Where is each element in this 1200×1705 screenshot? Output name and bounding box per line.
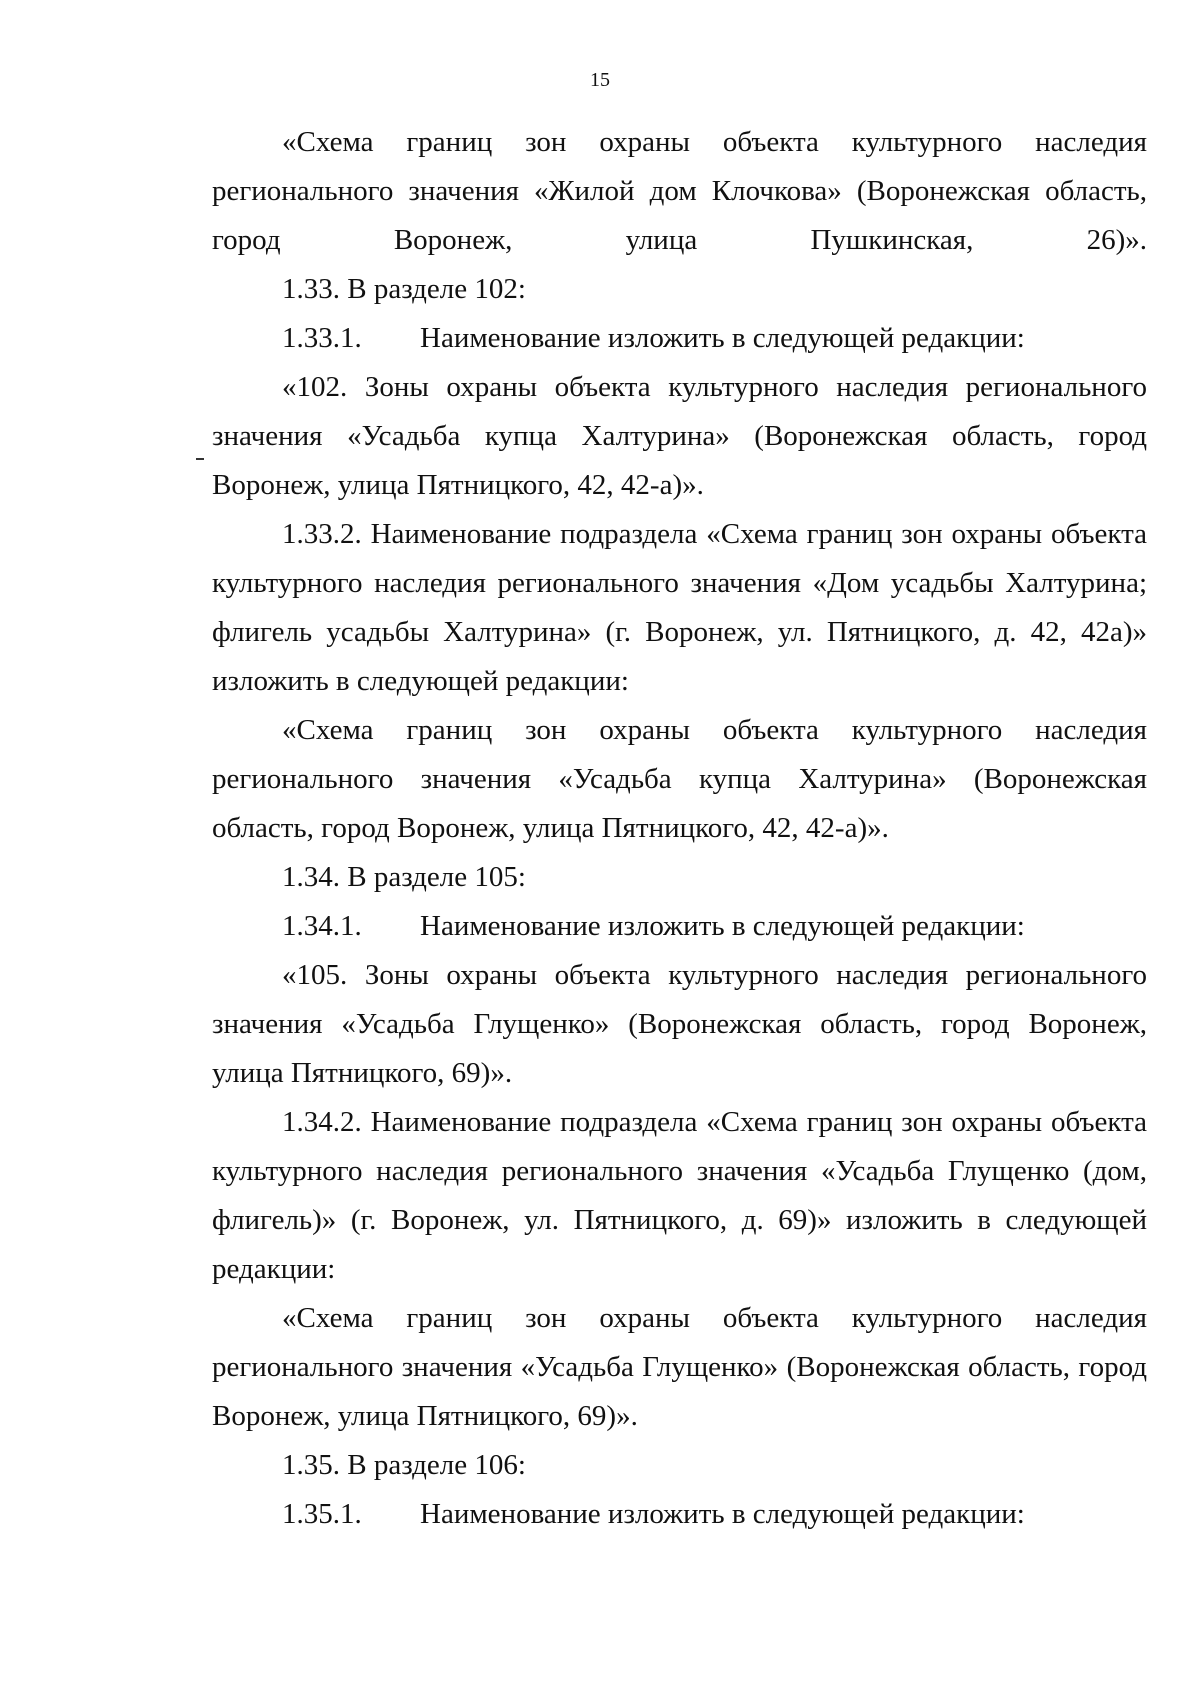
paragraph-section-102: 1.33. В разделе 102: — [282, 273, 526, 305]
clause-text: Наименование изложить в следующей редакции: — [420, 1498, 1025, 1530]
paragraph-section-105: 1.34. В разделе 105: — [282, 861, 526, 893]
paragraph-1-33-2: 1.33.2. Наименование подраздела «Схема границ зон охраны объекта культурного наследия регионального значения «Дом усадьбы Халтурина; флигель усадьбы Халтурина» (г. Воронеж, ул. Пятницкого, д. 42, 42а)» изложить в следующей редакции: — [212, 518, 1147, 697]
paragraph-scheme-klochkov: «Схема границ зон охраны объекта культурного наследия регионального значения «Жилой дом Клочкова» (Воронежская область, город Воронеж, улица Пушкинская, 26)». — [212, 126, 1147, 256]
paragraph-scheme-glushchenko: «Схема границ зон охраны объекта культурного наследия регионального значения «Усадьба Глущенко» (Воронежская область, город Воронеж, улица Пятницкого, 69)». — [212, 1302, 1147, 1432]
paragraph-1-35-1 — [212, 1490, 1147, 1539]
clause-number: 1.35.1. — [282, 1498, 362, 1530]
paragraph-1-34-2: 1.34.2. Наименование подраздела «Схема границ зон охраны объекта культурного наследия регионального значения «Усадьба Глущенко (дом, флигель)» (г. Воронеж, ул. Пятницкого, д. 69)» изложить в следующей редакции: — [212, 1106, 1147, 1285]
clause-number: 1.33.1. — [282, 322, 362, 354]
paragraph-zone-105: «105. Зоны охраны объекта культурного наследия регионального значения «Усадьба Глущенко» (Воронежская область, город Воронеж, улица Пятницкого, 69)». — [212, 959, 1147, 1089]
clause-number: 1.34.1. — [282, 910, 362, 942]
paragraph-scheme-khalturin: «Схема границ зон охраны объекта культурного наследия регионального значения «Усадьба купца Халтурина» (Воронежская область, город Воронеж, улица Пятницкого, 42, 42-а)». — [212, 714, 1147, 844]
document-body — [212, 118, 1147, 1539]
page-number: 15 — [590, 69, 610, 91]
paragraph-1-33-1 — [212, 314, 1147, 363]
paragraph-zone-102: «102. Зоны охраны объекта культурного наследия регионального значения «Усадьба купца Халтурина» (Воронежская область, город Воронеж, улица Пятницкого, 42, 42-а)». — [212, 371, 1147, 501]
clause-text: Наименование изложить в следующей редакции: — [420, 322, 1025, 354]
paragraph-1-34-1 — [212, 902, 1147, 951]
scan-mark — [196, 458, 204, 460]
clause-text: Наименование изложить в следующей редакции: — [420, 910, 1025, 942]
paragraph-section-106: 1.35. В разделе 106: — [282, 1449, 526, 1481]
